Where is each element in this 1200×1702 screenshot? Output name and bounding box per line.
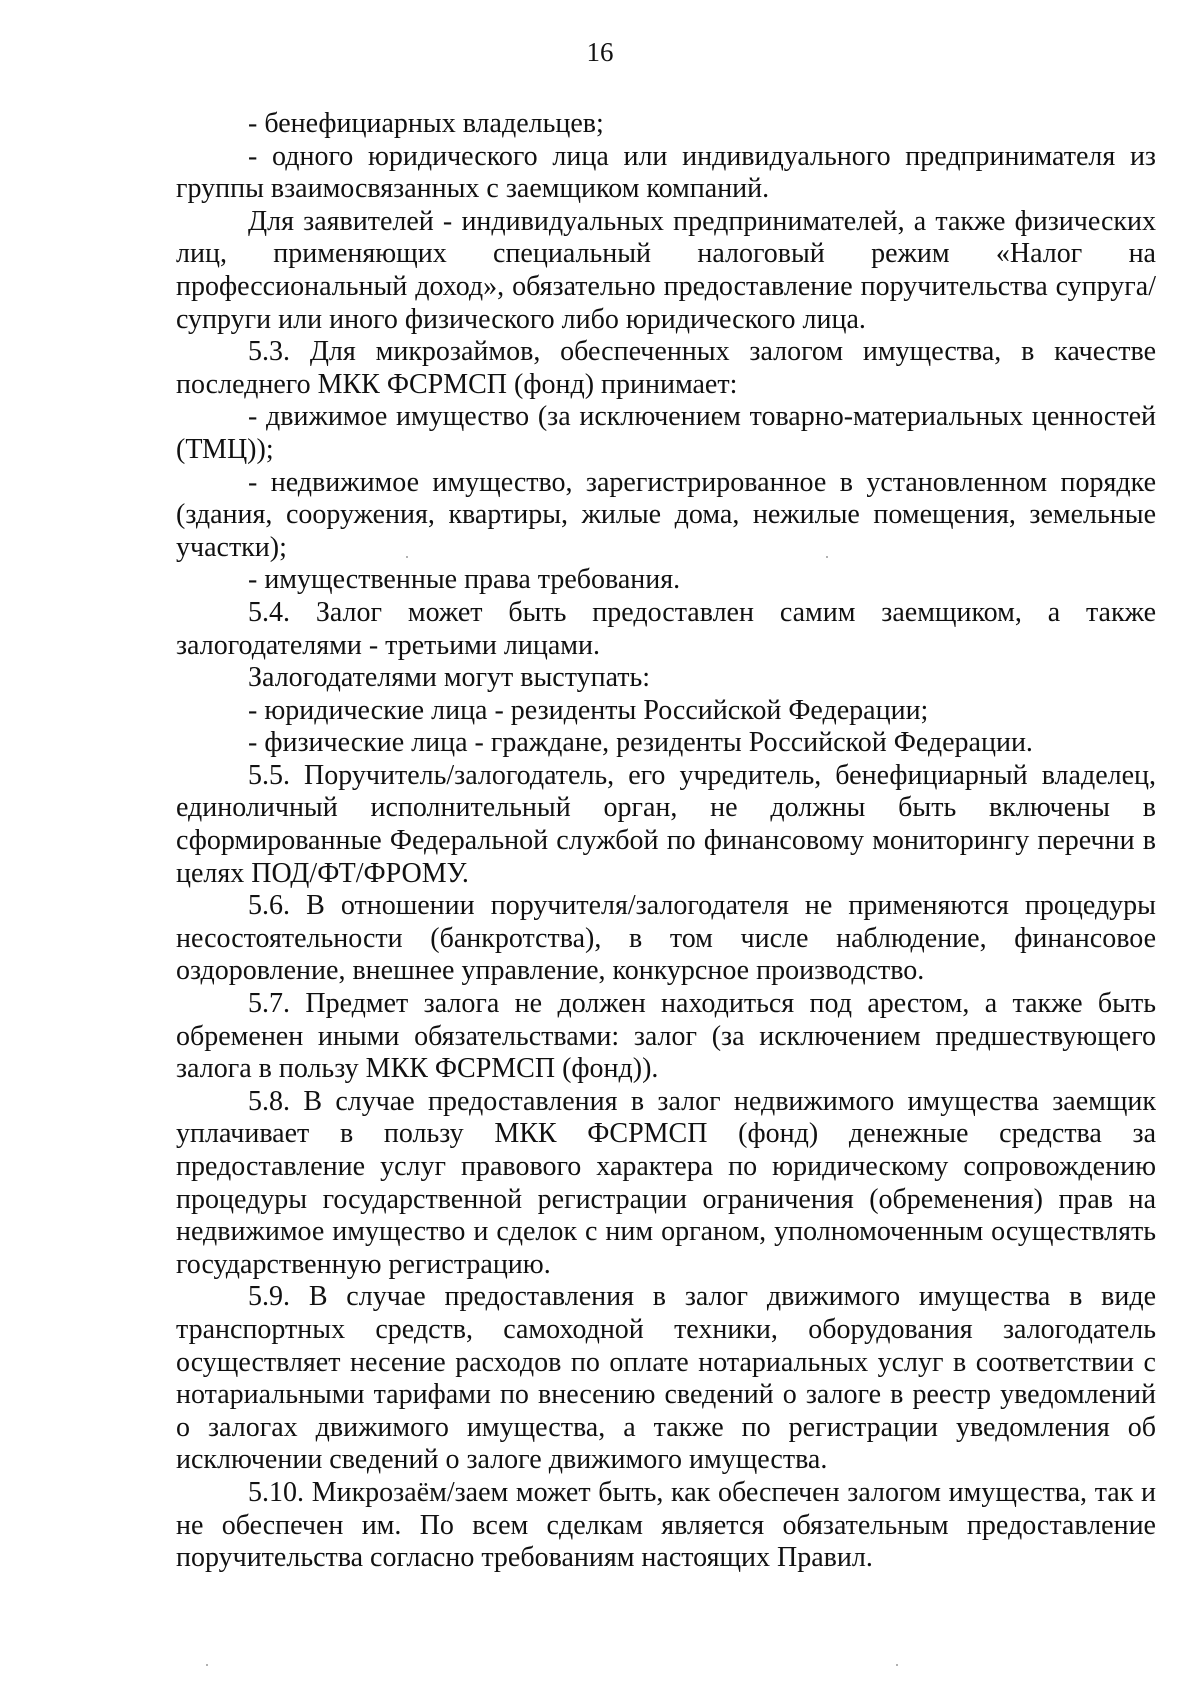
- list-item-movable-property: - движимое имущество (за исключением товарно-материальных ценностей (ТМЦ));: [176, 401, 1156, 465]
- list-item-legal-residents: - юридические лица - резиденты Российской Федерации;: [248, 694, 929, 726]
- list-item-legal-entity: - одного юридического лица или индивидуального предпринимателя из группы взаимосвязанных с заемщиком компаний.: [176, 140, 1156, 205]
- scan-speck: [406, 556, 408, 558]
- scan-speck: [206, 1664, 208, 1666]
- page-number: 16: [586, 37, 614, 67]
- list-item-real-estate: - недвижимое имущество, зарегистрированное в установленном порядке (здания, сооружения, квартиры, жилые дома, нежилые помещения, земельные участки);: [176, 466, 1156, 563]
- document-body: [176, 108, 1156, 1575]
- clause-5-10: 5.10. Микрозаём/заем может быть, как обеспечен залогом имущества, так и не обеспечен им. По всем сделкам является обязательным предоставление поручительства согласно требованиям настоящих Правил.: [176, 1476, 1156, 1574]
- scan-speck: [896, 1664, 898, 1666]
- clause-5-9: 5.9. В случае предоставления в залог движимого имущества в виде транспортных средств, самоходной техники, оборудования залогодатель осуществляет несение расходов по оплате нотариальных услуг в соответствии с нотариальными тарифами по внесению сведений о залоге в реестр уведомлений о залогах движимого имущества, а также по регистрации уведомления об исключении сведений о залоге движимого имущества.: [176, 1281, 1156, 1476]
- clause-5-8: 5.8. В случае предоставления в залог недвижимого имущества заемщик уплачивает в пользу МКК ФСРМСП (фонд) денежные средства за предоставление услуг правового характера по юридическому сопровождению процедуры государственной регистрации ограничения (обременения) прав на недвижимое имущество и сделок с ним органом, уполномоченным осуществлять государственную регистрацию.: [176, 1085, 1156, 1280]
- paragraph-applicants: Для заявителей - индивидуальных предпринимателей, а также физических лиц, применяющих специальный налоговый режим «Налог на профессиональный доход», обязательно предоставление поручительства супруга/супруги или иного физического либо юридического лица.: [176, 205, 1156, 335]
- paragraph-pledgers: Залогодателями могут выступать:: [248, 662, 651, 694]
- clause-5-3: 5.3. Для микрозаймов, обеспеченных залогом имущества, в качестве последнего МКК ФСРМСП (фонд) принимает:: [176, 336, 1156, 400]
- clause-5-5: 5.5. Поручитель/залогодатель, его учредитель, бенефициарный владелец, единоличный исполнительный орган, не должны быть включены в сформированные Федеральной службой по финансовому мониторингу перечни в целях ПОД/ФТ/ФРОМУ.: [176, 759, 1156, 889]
- clause-5-6: 5.6. В отношении поручителя/залогодателя не применяются процедуры несостоятельности (банкротства), в том числе наблюдение, финансовое оздоровление, внешнее управление, конкурсное производство.: [176, 890, 1156, 987]
- list-item-beneficiaries: - бенефициарных владельцев;: [248, 108, 604, 139]
- list-item-individual-residents: - физические лица - граждане, резиденты Российской Федерации.: [248, 727, 1033, 759]
- clause-5-7: 5.7. Предмет залога не должен находиться под арестом, а также быть обременен иными обязательствами: залог (за исключением предшествующего залога в пользу МКК ФСРМСП (фонд)).: [176, 988, 1156, 1085]
- scan-speck: [826, 556, 828, 558]
- clause-5-4: 5.4. Залог может быть предоставлен самим заемщиком, а также залогодателями - третьими лицами.: [176, 596, 1156, 661]
- list-item-property-rights: - имущественные права требования.: [248, 564, 681, 596]
